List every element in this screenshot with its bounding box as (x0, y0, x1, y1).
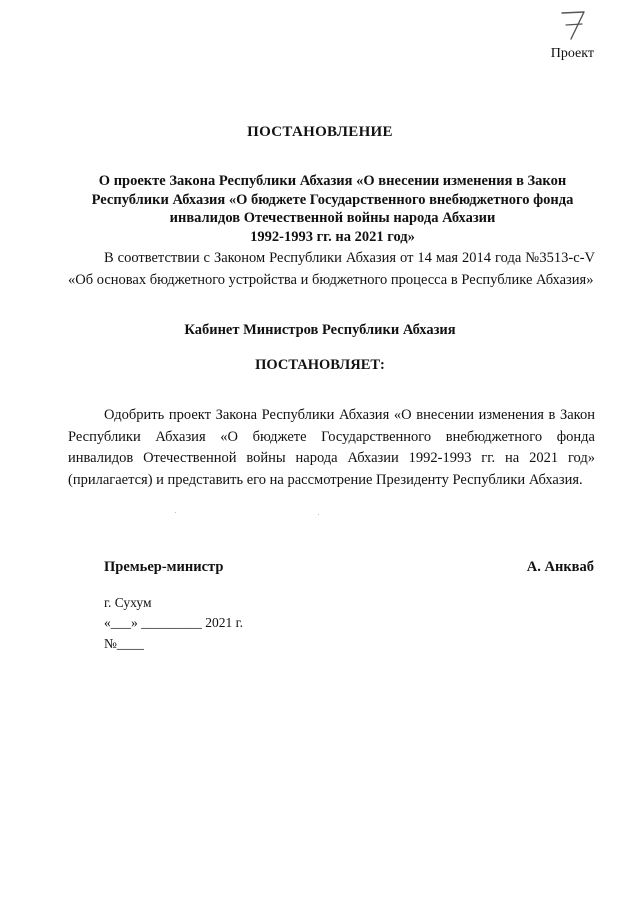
resolution-paragraph: Одобрить проект Закона Республики Абхазия «О внесении изменения в Закон Республики Абхазия «О бюджете Государственного внебюджетного фонда инвалидов Отечественной войны народа Абхазии 1992-1993 гг. на 2021 год» (прилагается) и представить его на рассмотрение Президенту Республики Абхазия. (68, 407, 595, 488)
subject-line: инвалидов Отечественной войны народа Абхазии (169, 210, 496, 226)
draft-status-label: Проект (550, 46, 594, 61)
signatory-name: А. Анкваб (526, 559, 594, 575)
scan-speck (175, 512, 176, 513)
subject-line: Республики Абхазия «О бюджете Государственного внебюджетного фонда (91, 191, 574, 208)
document-subject (70, 172, 595, 246)
signatory-title: Премьер-министр (104, 559, 224, 575)
subject-line: О проекте Закона Республики Абхазия «О внесении изменения в Закон (98, 173, 567, 189)
date-line: «___» _________ 2021 г. (104, 615, 244, 630)
preamble-paragraph: В соответствии с Законом Республики Абхазия от 14 мая 2014 года №3513-с-V «Об основах бюджетного устройства и бюджетного процесса в Республике Абхазия» (68, 250, 595, 288)
subject-line: 1992-1993 гг. на 2021 год» (250, 228, 415, 245)
document-title: ПОСТАНОВЛЕНИЕ (247, 124, 393, 140)
number-line: №____ (104, 636, 144, 651)
city-line: г. Сухум (104, 595, 152, 610)
handwritten-page-number (556, 8, 590, 42)
resolves-heading: ПОСТАНОВЛЯЕТ: (255, 357, 385, 373)
scan-speck (318, 514, 319, 515)
issuing-authority: Кабинет Министров Республики Абхазия (184, 322, 456, 338)
